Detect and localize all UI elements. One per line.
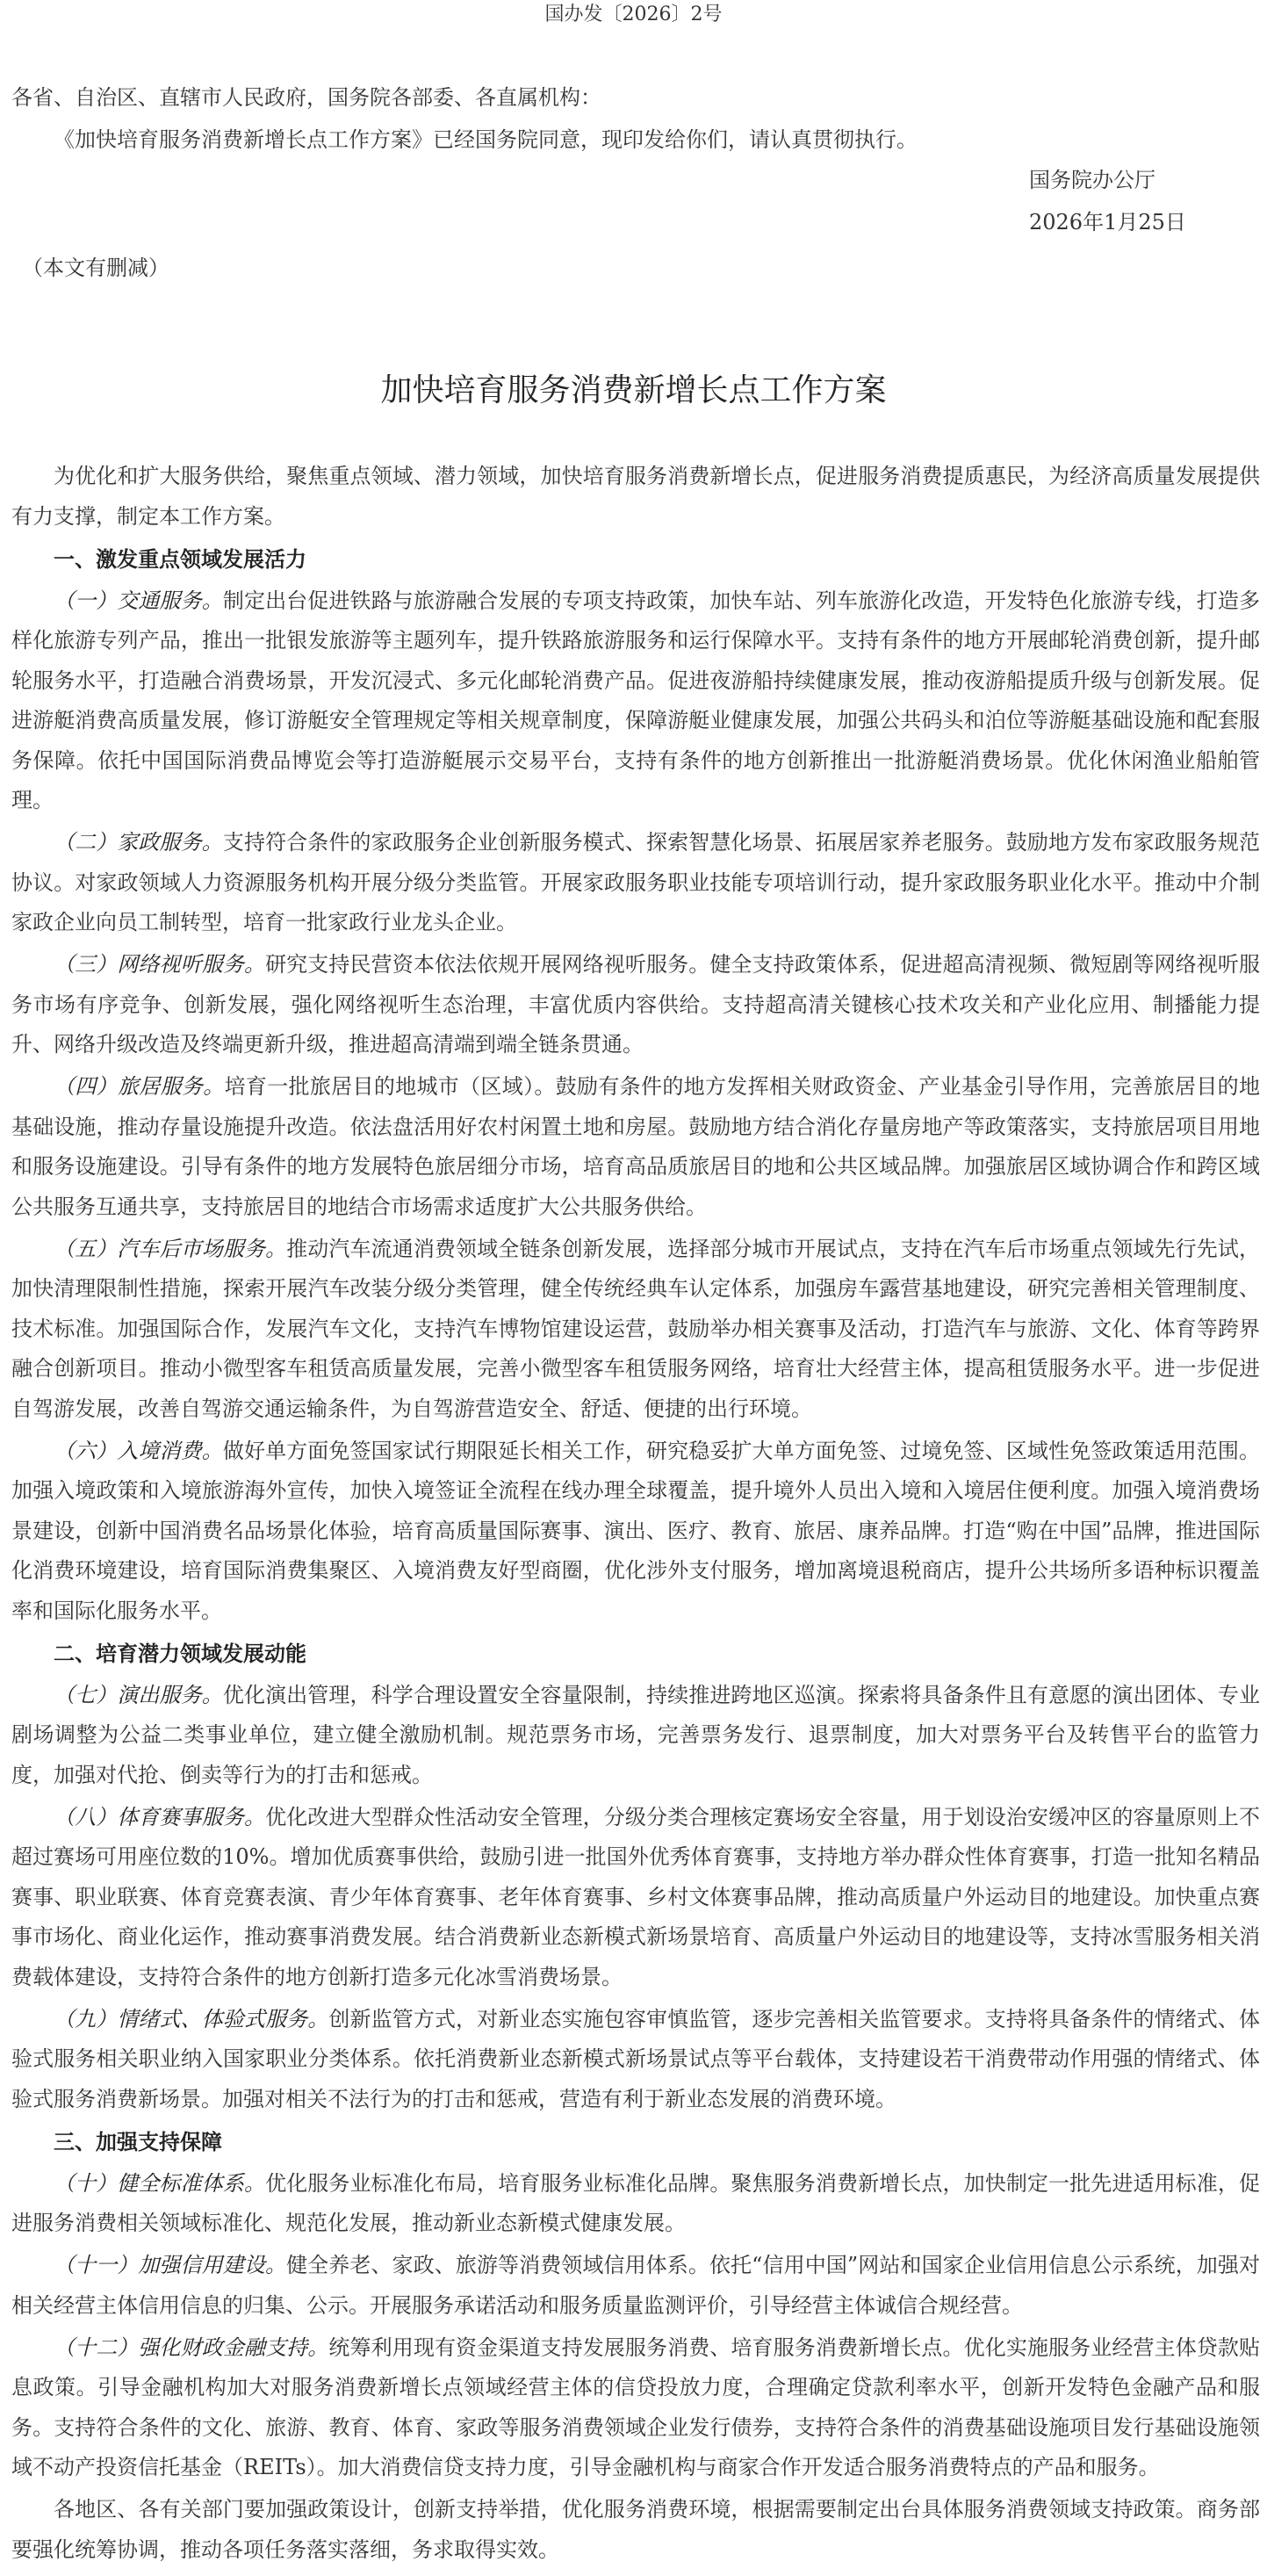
item-label: （一）交通服务。 [54, 588, 223, 613]
document-title: 加快培育服务消费新增长点工作方案 [380, 372, 887, 408]
item-label: （三）网络视听服务。 [54, 952, 266, 977]
issue-date: 2026年1月25日 [1029, 210, 1186, 235]
section-heading: 一、激发重点领域发展活力 [54, 545, 306, 572]
section-item [11, 2000, 1260, 2120]
item-text: 优化服务业标准化布局，培育服务业标准化品牌。聚焦服务消费新增长点，加快制定一批先进适用标准，促进服务消费相关领域标准化、规范化发展，推动新业态新模式健康发展。 [11, 2170, 1261, 2235]
item-label: （十一）加强信用建设。 [54, 2253, 287, 2277]
item-text: 培育一批旅居目的地城市（区域）。鼓励有条件的地方发挥相关财政资金、产业基金引导作用，完善旅居目的地基础设施，推动存量设施提升改造。依法盘活用好农村闲置土地和房屋。鼓励地方结合消化存量房地产等政策落实，支持旅居项目用地和服务设施建设。引导有条件的地方发展特色旅居细分市场，培育高品质旅居目的地和公共区域品牌。加强旅居区域协调合作和跨区域公共服务互通共享，支持旅居目的地结合市场需求适度扩大公共服务供给。 [11, 1074, 1261, 1219]
item-label: （九）情绪式、体验式服务。 [54, 2006, 329, 2031]
section-item [11, 2164, 1260, 2244]
item-text: 制定出台促进铁路与旅游融合发展的专项支持政策，加快车站、列车旅游化改造，开发特色化旅游专线，打造多样化旅游专列产品，推出一批银发旅游等主题列车，提升铁路旅游服务和运行保障水平。支持有条件的地方开展邮轮消费创新，提升邮轮服务水平，打造融合消费场景，开发沉浸式、多元化邮轮消费产品。促进夜游船持续健康发展，推动夜游船提质升级与创新发展。促进游艇消费高质量发展，修订游艇安全管理规定等相关规章制度，保障游艇业健康发展，加强公共码头和泊位等游艇基础设施和配套服务保障。依托中国国际消费品博览会等打造游艇展示交易平台，支持有条件的地方创新推出一批游艇消费场景。优化休闲渔业船舶管理。 [11, 588, 1260, 812]
document-body [11, 457, 1260, 2572]
section-item [11, 581, 1260, 821]
salutation: 各省、自治区、直辖市人民政府，国务院各部委、各直属机构： [11, 85, 601, 110]
item-text: 优化演出管理，科学合理设置安全容量限制，持续推进跨地区巡演。探索将具备条件且有意愿的演出团体、专业剧场调整为公益二类事业单位，建立健全激励机制。规范票务市场，完善票务发行、退票制度，加大对票务平台及转售平台的监管力度，加强对代抢、倒卖等行为的打击和惩戒。 [11, 1682, 1260, 1787]
item-text: 创新监管方式，对新业态实施包容审慎监管，逐步完善相关监管要求。支持将具备条件的情绪式、体验式服务相关职业纳入国家职业分类体系。依托消费新业态新模式新场景试点等平台载体，支持建设若干消费带动作用强的情绪式、体验式服务消费新场景。加强对相关不法行为的打击和惩戒，营造有利于新业态发展的消费环境。 [11, 2006, 1261, 2111]
issuing-office: 国务院办公厅 [1029, 168, 1155, 192]
item-label: （十）健全标准体系。 [54, 2170, 266, 2196]
section-item [11, 945, 1260, 1065]
item-text: 推动汽车流通消费领域全链条创新发展，选择部分城市开展试点，支持在汽车后市场重点领域先行先试，加快清理限制性措施，探索开展汽车改装分级分类管理，健全传统经典车认定体系，加强房车露营基地建设，研究完善相关管理制度、技术标准。加强国际合作，发展汽车文化，支持汽车博物馆建设运营，鼓励举办相关赛事及活动，打造汽车与旅游、文化、体育等跨界融合创新项目。推动小微型客车租赁高质量发展，完善小微型客车租赁服务网络，培育壮大经营主体，提高租赁服务水平。进一步促进自驾游发展，改善自驾游交通运输条件，为自驾游营造安全、舒适、便捷的出行环境。 [11, 1236, 1261, 1421]
abridged-note: （本文有删减） [22, 256, 169, 280]
item-text: 研究支持民营资本依法依规开展网络视听服务。健全支持政策体系，促进超高清视频、微短剧等网络视听服务市场有序竞争、创新发展，强化网络视听生态治理，丰富优质内容供给。支持超高清关键核心技术攻关和产业化应用、制播能力提升、网络升级改造及终端更新升级，推进超高清端到端全链条贯通。 [11, 952, 1261, 1057]
intro-paragraph: 为优化和扩大服务供给，聚焦重点领域、潜力领域，加快培育服务消费新增长点，促进服务消费提质惠民，为经济高质量发展提供有力支撑，制定本工作方案。 [11, 464, 1260, 529]
item-label: （十二）强化财政金融支持。 [54, 2334, 329, 2360]
section-item [11, 2246, 1260, 2326]
document-number: 国办发〔2026〕2号 [544, 4, 723, 25]
section-item [11, 1067, 1260, 1227]
section-item [11, 1798, 1260, 1998]
item-label: （六）入境消费。 [54, 1438, 223, 1463]
section-heading: 三、加强支持保障 [54, 2128, 222, 2154]
section-item [11, 823, 1260, 943]
item-text: 支持符合条件的家政服务企业创新服务模式、探索智慧化场景、拓展居家养老服务。鼓励地方发布家政服务规范协议。对家政领域人力资源服务机构开展分级分类监管。开展家政服务职业技能专项培训行动，提升家政服务职业化水平。推动中介制家政企业向员工制转型，培育一批家政行业龙头企业。 [11, 830, 1260, 934]
item-text: 统筹利用现有资金渠道支持发展服务消费、培育服务消费新增长点。优化实施服务业经营主体贷款贴息政策。引导金融机构加大对服务消费新增长点领域经营主体的信贷投放力度，合理确定贷款利率水平，创新开发特色金融产品和服务。支持符合条件的文化、旅游、教育、体育、家政等服务消费领域企业发行债券，支持符合条件的消费基础设施项目发行基础设施领域不动产投资信托基金（REITs）。加大消费信贷支持力度，引导金融机构与商家合作开发适合服务消费特点的产品和服务。 [11, 2334, 1261, 2479]
closing-paragraph: 各地区、各有关部门要加强政策设计，创新支持举措，优化服务消费环境，根据需要制定出台具体服务消费领域支持政策。商务部要强化统筹协调，推动各项任务落实落细，务求取得实效。 [11, 2497, 1260, 2562]
item-label: （八）体育赛事服务。 [54, 1804, 266, 1829]
item-label: （五）汽车后市场服务。 [54, 1236, 287, 1261]
item-label: （七）演出服务。 [54, 1682, 223, 1707]
section-item [11, 1230, 1260, 1430]
item-label: （二）家政服务。 [54, 830, 223, 855]
notice-text: 《加快培育服务消费新增长点工作方案》已经国务院同意，现印发给你们，请认真贯彻执行。 [54, 127, 918, 152]
item-text: 健全养老、家政、旅游等消费领域信用体系。依托“信用中国”网站和国家企业信用信息公示系统，加强对相关经营主体信用信息的归集、公示。开展服务承诺活动和服务质量监测评价，引导经营主体诚信合规经营。 [11, 2253, 1260, 2318]
section-heading: 二、培育潜力领域发展动能 [54, 1640, 306, 1666]
section-item [11, 1432, 1260, 1632]
section-item [11, 1676, 1260, 1796]
item-text: 做好单方面免签国家试行期限延长相关工作，研究稳妥扩大单方面免签、过境免签、区域性免签政策适用范围。加强入境政策和入境旅游海外宣传，加快入境签证全流程在线办理全球覆盖，提升境外人员出入境和入境居住便利度。加强入境消费场景建设，创新中国消费名品场景化体验，培育高质量国际赛事、演出、医疗、教育、旅居、康养品牌。打造“购在中国”品牌，推进国际化消费环境建设，培育国际消费集聚区、入境消费友好型商圈，优化涉外支付服务，增加离境退税商店，提升公共场所多语种标识覆盖率和国际化服务水平。 [11, 1438, 1260, 1623]
item-label: （四）旅居服务。 [54, 1074, 225, 1099]
item-text: 优化改进大型群众性活动安全管理，分级分类合理核定赛场安全容量，用于划设治安缓冲区的容量原则上不超过赛场可用座位数的10%。增加优质赛事供给，鼓励引进一批国外优秀体育赛事，支持地方举办群众性体育赛事，打造一批知名精品赛事、职业联赛、体育竞赛表演、青少年体育赛事、老年体育赛事、乡村文体赛事品牌，推动高质量户外运动目的地建设。加快重点赛事市场化、商业化运作，推动赛事消费发展。结合消费新业态新模式新场景培育、高质量户外运动目的地建设等，支持冰雪服务相关消费载体建设，支持符合条件的地方创新打造多元化冰雪消费场景。 [11, 1804, 1261, 1989]
section-item [11, 2328, 1260, 2488]
